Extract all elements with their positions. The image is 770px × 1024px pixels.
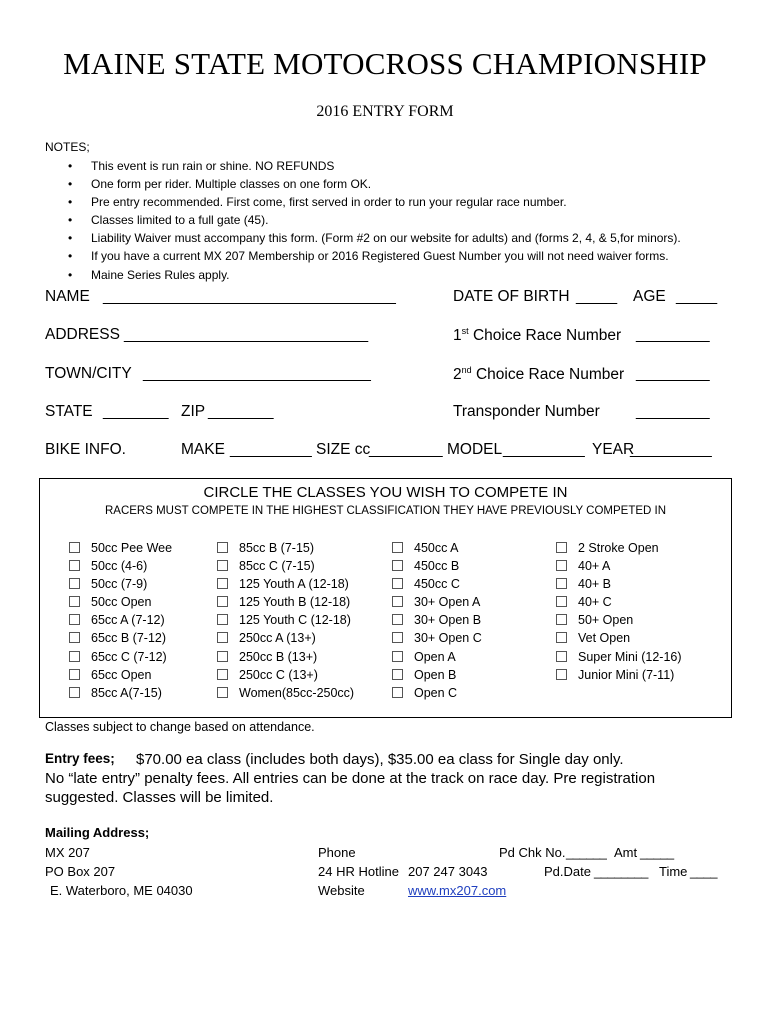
class-label: Super Mini (12-16) bbox=[578, 649, 682, 664]
class-option[interactable] bbox=[217, 593, 354, 611]
class-label: 85cc A(7-15) bbox=[91, 685, 162, 700]
class-option[interactable] bbox=[69, 611, 172, 629]
checkbox-icon[interactable] bbox=[556, 614, 567, 625]
classes-column-2 bbox=[217, 539, 354, 702]
town-field[interactable]: ____________________________ bbox=[143, 365, 371, 382]
checkbox-icon[interactable] bbox=[217, 560, 228, 571]
name-label: NAME bbox=[45, 288, 90, 305]
checkbox-icon[interactable] bbox=[392, 542, 403, 553]
class-label: 50cc (4-6) bbox=[91, 559, 148, 574]
fees-line-1: $70.00 ea class (includes both days), $35.00 ea class for Single day only. bbox=[136, 751, 624, 768]
checkbox-icon[interactable] bbox=[556, 669, 567, 680]
class-label: 50cc Open bbox=[91, 595, 152, 610]
checkbox-icon[interactable] bbox=[217, 542, 228, 553]
note-item: • Maine Series Rules apply. bbox=[68, 266, 681, 284]
notes-list bbox=[68, 157, 681, 284]
class-option[interactable] bbox=[217, 666, 354, 684]
class-option[interactable] bbox=[556, 629, 682, 647]
class-option[interactable] bbox=[392, 539, 482, 557]
make-label: MAKE bbox=[181, 441, 225, 458]
checkbox-icon[interactable] bbox=[69, 669, 80, 680]
checkbox-icon[interactable] bbox=[69, 596, 80, 607]
classes-column-1 bbox=[69, 539, 172, 702]
class-option[interactable] bbox=[69, 575, 172, 593]
class-option[interactable] bbox=[217, 629, 354, 647]
class-option[interactable] bbox=[217, 648, 354, 666]
size-field[interactable]: _________ bbox=[369, 441, 443, 458]
class-option[interactable] bbox=[392, 648, 482, 666]
classes-subheading: RACERS MUST COMPETE IN THE HIGHEST CLASSIFICATION THEY HAVE PREVIOUSLY COMPETED IN bbox=[104, 505, 667, 517]
checkbox-icon[interactable] bbox=[217, 596, 228, 607]
class-option[interactable] bbox=[556, 648, 682, 666]
class-option[interactable] bbox=[217, 539, 354, 557]
class-label: Open C bbox=[414, 685, 458, 700]
class-label: 40+ C bbox=[578, 595, 612, 610]
class-label: Open B bbox=[414, 667, 457, 682]
time-field[interactable]: ____ bbox=[690, 864, 717, 879]
hotline-number: 207 247 3043 bbox=[408, 864, 488, 879]
class-label: 50cc Pee Wee bbox=[91, 541, 173, 555]
form-title: MAINE STATE MOTOCROSS CHAMPIONSHIP bbox=[63, 46, 707, 81]
class-label: 50cc (7-9) bbox=[91, 577, 148, 592]
class-option[interactable] bbox=[392, 557, 482, 575]
checkbox-icon[interactable] bbox=[556, 578, 567, 589]
class-label: Junior Mini (7-11) bbox=[578, 667, 675, 682]
class-option[interactable] bbox=[556, 557, 682, 575]
class-option[interactable] bbox=[392, 629, 482, 647]
transponder-label: Transponder Number bbox=[453, 403, 600, 420]
checkbox-icon[interactable] bbox=[69, 632, 80, 643]
mailing-heading: Mailing Address; bbox=[45, 825, 150, 840]
class-option[interactable] bbox=[69, 648, 172, 666]
class-option[interactable] bbox=[217, 684, 354, 702]
class-option[interactable] bbox=[392, 684, 482, 702]
note-item: • This event is run rain or shine. NO REFUNDS bbox=[68, 157, 681, 175]
classes-note: Classes subject to change based on attendance. bbox=[45, 720, 315, 734]
amt-label: Amt bbox=[614, 845, 638, 860]
classes-column-3 bbox=[392, 539, 482, 702]
form-subtitle: 2016 ENTRY FORM bbox=[316, 103, 454, 120]
notes-heading: NOTES; bbox=[45, 140, 90, 154]
checkbox-icon[interactable] bbox=[392, 651, 403, 662]
classes-column-4 bbox=[556, 539, 682, 684]
note-item: • Liability Waiver must accompany this form. (Form #2 on our website for adults) and (forms 2, 4, & 5,for minors). bbox=[68, 229, 681, 247]
checkbox-icon[interactable] bbox=[392, 614, 403, 625]
pdchk-field[interactable]: ______ bbox=[566, 845, 607, 860]
class-label: 30+ Open A bbox=[414, 595, 481, 610]
bike-info-label: BIKE INFO. bbox=[45, 441, 126, 458]
note-item: • Classes limited to a full gate (45). bbox=[68, 211, 681, 229]
class-label: 65cc C (7-12) bbox=[91, 649, 167, 664]
class-label: 250cc C (13+) bbox=[239, 667, 318, 682]
class-label: Open A bbox=[414, 649, 456, 664]
amt-field[interactable]: _____ bbox=[640, 845, 674, 860]
website-label: Website bbox=[318, 883, 365, 898]
phone-label: Phone bbox=[318, 845, 356, 860]
class-option[interactable] bbox=[217, 575, 354, 593]
class-label: 2 Stroke Open bbox=[578, 541, 659, 555]
class-option[interactable] bbox=[392, 611, 482, 629]
class-label: 85cc B (7-15) bbox=[239, 541, 315, 555]
class-label: 125 Youth B (12-18) bbox=[239, 595, 351, 610]
choice1-ordinal: st bbox=[461, 326, 469, 336]
class-label: 125 Youth C (12-18) bbox=[239, 613, 351, 628]
age-field[interactable]: _____ bbox=[676, 288, 717, 305]
class-option[interactable] bbox=[556, 593, 682, 611]
checkbox-icon[interactable] bbox=[392, 560, 403, 571]
fees-line-2: No “late entry” penalty fees. All entries can be done at the track on race day. Pre registration bbox=[45, 770, 656, 787]
choice2-text: Choice Race Number bbox=[475, 366, 625, 384]
year-field[interactable]: __________ bbox=[630, 441, 712, 458]
checkbox-icon[interactable] bbox=[392, 632, 403, 643]
size-label: SIZE cc bbox=[316, 441, 371, 458]
checkbox-icon[interactable] bbox=[69, 687, 80, 698]
address-field[interactable]: ______________________________ bbox=[124, 326, 368, 343]
classes-box bbox=[39, 478, 732, 718]
checkbox-icon[interactable] bbox=[556, 651, 567, 662]
checkbox-icon[interactable] bbox=[217, 632, 228, 643]
choice1-number: 1 bbox=[453, 327, 462, 345]
checkbox-icon[interactable] bbox=[69, 651, 80, 662]
class-label: 40+ B bbox=[578, 577, 612, 592]
class-option[interactable] bbox=[69, 666, 172, 684]
checkbox-icon[interactable] bbox=[392, 669, 403, 680]
checkbox-icon[interactable] bbox=[556, 542, 567, 553]
class-option[interactable] bbox=[69, 684, 172, 702]
checkbox-icon[interactable] bbox=[69, 542, 80, 553]
age-label: AGE bbox=[633, 288, 666, 305]
state-label: STATE bbox=[45, 403, 93, 420]
checkbox-icon[interactable] bbox=[392, 687, 403, 698]
pdchk-label: Pd Chk No. bbox=[499, 845, 566, 860]
mailing-line-2: PO Box 207 bbox=[45, 864, 116, 879]
checkbox-icon[interactable] bbox=[392, 578, 403, 589]
class-option[interactable] bbox=[556, 666, 682, 684]
choice1-field[interactable]: _________ bbox=[636, 326, 710, 343]
checkbox-icon[interactable] bbox=[392, 596, 403, 607]
checkbox-icon[interactable] bbox=[69, 614, 80, 625]
checkbox-icon[interactable] bbox=[69, 578, 80, 589]
zip-field[interactable]: ________ bbox=[208, 403, 273, 420]
time-label: Time bbox=[659, 864, 688, 879]
class-label: 65cc Open bbox=[91, 667, 152, 682]
note-item: • If you have a current MX 207 Membership or 2016 Registered Guest Number you will not need waiver forms. bbox=[68, 247, 681, 265]
class-option[interactable] bbox=[69, 539, 172, 557]
class-option[interactable] bbox=[69, 557, 172, 575]
class-option[interactable] bbox=[392, 575, 482, 593]
checkbox-icon[interactable] bbox=[217, 614, 228, 625]
zip-label: ZIP bbox=[181, 403, 206, 420]
class-option[interactable] bbox=[392, 666, 482, 684]
town-label: TOWN/CITY bbox=[45, 365, 132, 382]
class-option[interactable] bbox=[556, 611, 682, 629]
class-label: 250cc B (13+) bbox=[239, 649, 318, 664]
class-label: 50+ Open bbox=[578, 613, 634, 628]
classes-heading: CIRCLE THE CLASSES YOU WISH TO COMPETE IN bbox=[203, 484, 568, 501]
checkbox-icon[interactable] bbox=[69, 560, 80, 571]
choice1-label bbox=[453, 326, 621, 345]
model-label: MODEL bbox=[447, 441, 503, 458]
year-label: YEAR bbox=[592, 441, 635, 458]
class-label: 450cc C bbox=[414, 577, 460, 592]
class-label: 450cc B bbox=[414, 559, 460, 574]
class-label: 85cc C (7-15) bbox=[239, 559, 315, 574]
make-field[interactable]: __________ bbox=[230, 441, 312, 458]
checkbox-icon[interactable] bbox=[217, 687, 228, 698]
note-item: • One form per rider. Multiple classes on one form OK. bbox=[68, 175, 681, 193]
choice2-ordinal: nd bbox=[461, 365, 472, 375]
class-option[interactable] bbox=[556, 575, 682, 593]
class-label: 40+ A bbox=[578, 559, 611, 574]
class-label: 450cc A bbox=[414, 541, 459, 555]
model-field[interactable]: __________ bbox=[503, 441, 585, 458]
dob-label: DATE OF BIRTH bbox=[453, 288, 570, 305]
class-label: 65cc B (7-12) bbox=[91, 631, 167, 646]
checkbox-icon[interactable] bbox=[217, 669, 228, 680]
class-option[interactable] bbox=[69, 593, 172, 611]
class-label: 65cc A (7-12) bbox=[91, 613, 165, 628]
class-label: Vet Open bbox=[578, 631, 631, 646]
class-option[interactable] bbox=[556, 539, 682, 557]
choice2-label bbox=[453, 365, 624, 384]
fees-line-3: suggested. Classes will be limited. bbox=[45, 789, 274, 806]
class-option[interactable] bbox=[217, 611, 354, 629]
class-option[interactable] bbox=[69, 629, 172, 647]
class-option[interactable] bbox=[217, 557, 354, 575]
website-link[interactable]: www.mx207.com bbox=[408, 883, 507, 898]
checkbox-icon[interactable] bbox=[217, 651, 228, 662]
mailing-line-1: MX 207 bbox=[45, 845, 90, 860]
dob-field[interactable]: _____ bbox=[576, 288, 617, 305]
class-label: 125 Youth A (12-18) bbox=[239, 577, 349, 592]
checkbox-icon[interactable] bbox=[556, 560, 567, 571]
pddate-label: Pd.Date bbox=[544, 864, 591, 879]
state-field[interactable]: ________ bbox=[103, 403, 168, 420]
class-label: 30+ Open C bbox=[414, 631, 482, 646]
checkbox-icon[interactable] bbox=[556, 596, 567, 607]
class-label: 30+ Open B bbox=[414, 613, 482, 628]
fees-label: Entry fees; bbox=[45, 751, 115, 766]
choice2-number: 2 bbox=[453, 366, 462, 384]
choice1-text: Choice Race Number bbox=[472, 327, 622, 345]
hotline-label: 24 HR Hotline bbox=[318, 864, 399, 879]
note-item: • Pre entry recommended. First come, first served in order to run your regular race number. bbox=[68, 193, 681, 211]
name-field[interactable]: ____________________________________ bbox=[103, 288, 396, 305]
checkbox-icon[interactable] bbox=[217, 578, 228, 589]
address-label: ADDRESS bbox=[45, 326, 120, 343]
choice2-field[interactable]: _________ bbox=[636, 365, 710, 382]
checkbox-icon[interactable] bbox=[556, 632, 567, 643]
pddate-field[interactable]: ________ bbox=[594, 864, 648, 879]
mailing-line-3: E. Waterboro, ME 04030 bbox=[50, 883, 193, 898]
class-label: 250cc A (13+) bbox=[239, 631, 316, 646]
class-option[interactable] bbox=[392, 593, 482, 611]
transponder-field[interactable]: _________ bbox=[636, 403, 710, 420]
class-label: Women(85cc-250cc) bbox=[239, 685, 355, 700]
